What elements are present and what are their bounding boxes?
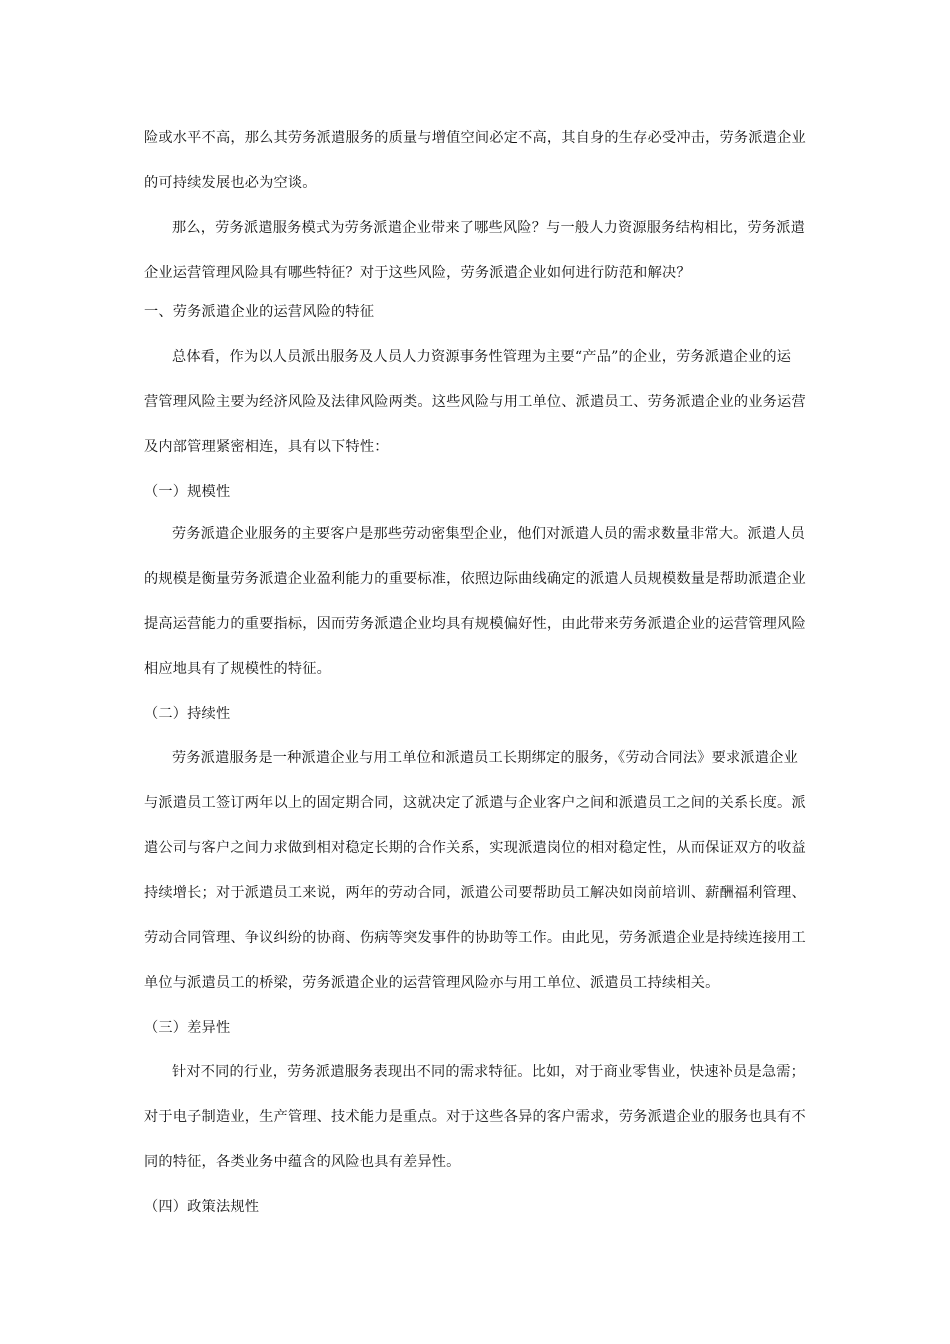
body-text-line: 单位与派遣员工的桥梁，劳务派遣企业的运营管理风险亦与用工单位、派遣员工持续相关。 <box>144 975 720 991</box>
body-text-line: 险或水平不高，那么其劳务派遣服务的质量与增值空间必定不高，其自身的生存必受冲击，劳务派遣企业 <box>144 130 806 146</box>
body-text-line: 持续增长；对于派遣员工来说，两年的劳动合同，派遣公司要帮助员工解决如岗前培训、薪酬福利管理、 <box>144 885 806 901</box>
subsection-heading: （二）持续性 <box>144 706 231 722</box>
body-text-line: 同的特征，各类业务中蕴含的风险也具有差异性。 <box>144 1154 461 1170</box>
paragraph-first-line: 劳务派遣服务是一种派遣企业与用工单位和派遣员工长期绑定的服务，《劳动合同法》要求派遣企业 <box>172 750 798 766</box>
paragraph-first-line: 那么，劳务派遣服务模式为劳务派遣企业带来了哪些风险？与一般人力资源服务结构相比，劳务派遣 <box>172 220 806 236</box>
body-text-line: 提高运营能力的重要指标，因而劳务派遣企业均具有规模偏好性，由此带来劳务派遣企业的运营管理风险 <box>144 616 806 632</box>
subsection-heading: （一）规模性 <box>144 484 231 500</box>
body-text-line: 企业运营管理风险具有哪些特征？对于这些风险，劳务派遣企业如何进行防范和解决？ <box>144 265 691 281</box>
paragraph-first-line: 总体看，作为以人员派出服务及人员人力资源事务性管理为主要“产品”的企业，劳务派遣企业的运 <box>172 349 792 365</box>
body-text-line: 的规模是衡量劳务派遣企业盈利能力的重要标准，依照边际曲线确定的派遣人员规模数量是帮助派遣企业 <box>144 571 806 587</box>
body-text-line: 相应地具有了规模性的特征。 <box>144 661 332 677</box>
body-text-line: 劳动合同管理、争议纠纷的协商、伤病等突发事件的协助等工作。由此见，劳务派遣企业是持续连接用工 <box>144 930 806 946</box>
section-heading: 一、劳务派遣企业的运营风险的特征 <box>144 304 375 320</box>
subsection-heading: （四）政策法规性 <box>144 1199 260 1215</box>
body-text-line: 营管理风险主要为经济风险及法律风险两类。这些风险与用工单位、派遣员工、劳务派遣企业的业务运营 <box>144 394 806 410</box>
subsection-heading: （三）差异性 <box>144 1020 231 1036</box>
body-text-line: 遣公司与客户之间力求做到相对稳定长期的合作关系，实现派遣岗位的相对稳定性，从而保证双方的收益 <box>144 840 806 856</box>
paragraph-first-line: 劳务派遣企业服务的主要客户是那些劳动密集型企业，他们对派遣人员的需求数量非常大。派遣人员 <box>172 526 806 542</box>
body-text-line: 及内部管理紧密相连，具有以下特性： <box>144 439 389 455</box>
body-text-line: 与派遣员工签订两年以上的固定期合同，这就决定了派遣与企业客户之间和派遣员工之间的关系长度。派 <box>144 795 806 811</box>
body-text-line: 对于电子制造业，生产管理、技术能力是重点。对于这些各异的客户需求，劳务派遣企业的服务也具有不 <box>144 1109 806 1125</box>
body-text-line: 的可持续发展也必为空谈。 <box>144 175 317 191</box>
paragraph-first-line: 针对不同的行业，劳务派遣服务表现出不同的需求特征。比如，对于商业零售业，快速补员是急需； <box>172 1064 806 1080</box>
